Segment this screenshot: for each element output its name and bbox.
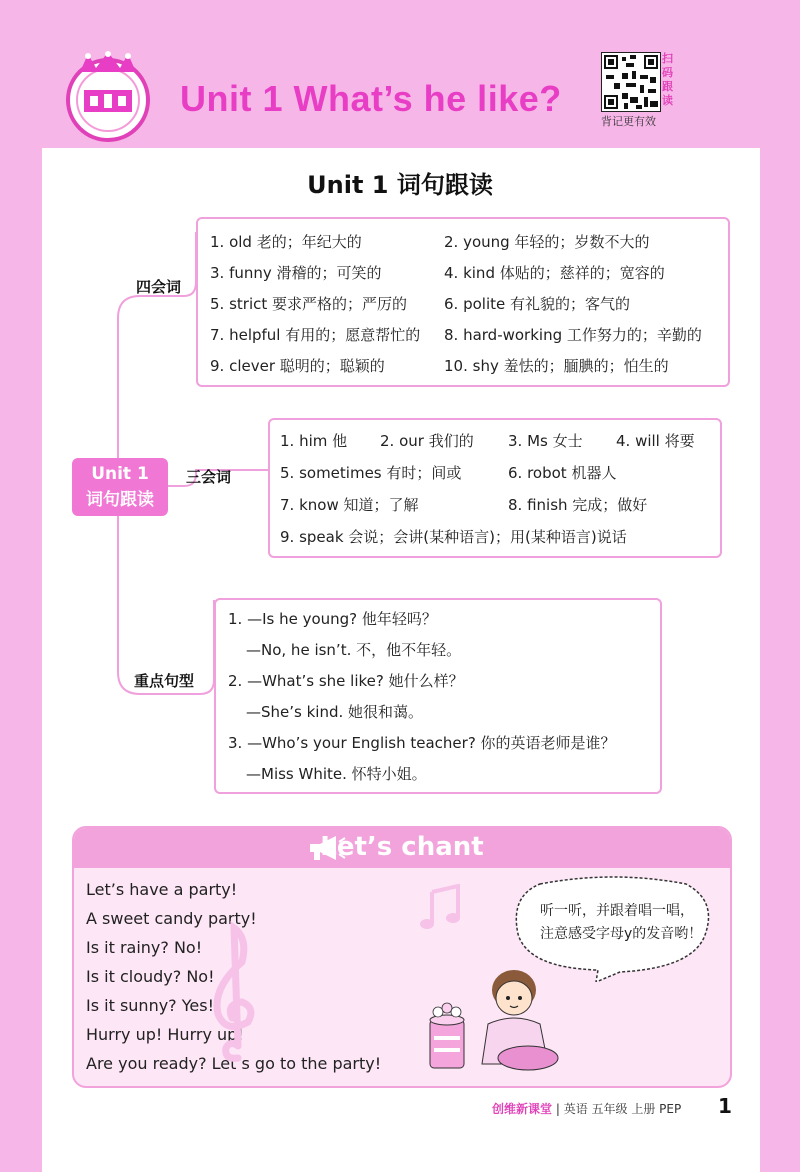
unit-title: Unit 1 What’s he like? [180, 78, 562, 119]
sentence-item: —Miss White. 怀特小姐。 [246, 765, 427, 783]
chant-section [72, 826, 732, 1088]
word-item: 2. young 年轻的；岁数不大的 [444, 233, 650, 251]
word-item: 9. clever 聪明的；聪颖的 [210, 357, 385, 375]
sentence-item: 2. —What’s she like? 她什么样？ [228, 672, 464, 690]
word-item: 3. funny 滑稽的；可笑的 [210, 264, 382, 282]
treble-clef-icon [204, 918, 264, 1068]
branch-label-four: 四会词 [136, 278, 182, 296]
word-item: 7. know 知道；了解 [280, 496, 419, 514]
sentence-item: 3. —Who’s your English teacher? 你的英语老师是谁？ [228, 734, 616, 752]
three-skill-words-box [268, 418, 722, 558]
word-item: 1. him 他 [280, 432, 348, 450]
word-item: 3. Ms 女士 [508, 432, 583, 450]
word-item: 4. kind 体贴的；慈祥的；宽容的 [444, 264, 665, 282]
chant-line: Hurry up! Hurry up! [86, 1025, 244, 1044]
footer-info: 英语 五年级 上册 PEP [563, 1102, 682, 1116]
word-item: 8. hard-working 工作努力的；辛勤的 [444, 326, 702, 344]
word-item: 1. old 老的；年纪大的 [210, 233, 362, 251]
footer-brand: 创维新课堂 [492, 1102, 553, 1116]
bubble-text: 听一听，并跟着唱一唱，注意感受字母y的发音哟！ [540, 903, 703, 942]
branch-label-three: 三会词 [186, 468, 232, 486]
word-item: 6. polite 有礼貌的；客气的 [444, 295, 630, 313]
word-item: 4. will 将要 [616, 432, 695, 450]
chant-line: Are you ready? Let’s go to the party! [86, 1054, 382, 1073]
chant-line: A sweet candy party! [86, 909, 257, 928]
word-item: 8. finish 完成；做好 [508, 496, 648, 514]
sentence-item: —She’s kind. 她很和蔼。 [246, 703, 424, 721]
qr-caption: 背记更有效 [601, 115, 656, 128]
center-node-line-1: Unit 1 [91, 464, 149, 484]
word-item: 9. speak 会说；会讲(某种语言)；用(某种语言)说话 [280, 528, 627, 546]
footer [492, 1100, 681, 1117]
word-item: 10. shy 羞怯的；腼腆的；怕生的 [444, 357, 669, 375]
chant-line: Is it sunny? Yes! [86, 996, 214, 1015]
chant-line: Is it rainy? No! [86, 938, 203, 957]
four-skill-words-box [196, 217, 730, 387]
chant-line: Is it cloudy? No! [86, 967, 215, 986]
word-item: 5. sometimes 有时；间或 [280, 464, 462, 482]
word-item: 2. our 我们的 [380, 432, 474, 450]
footer-separator: | [555, 1102, 560, 1116]
word-item: 7. helpful 有用的；愿意帮忙的 [210, 326, 421, 344]
center-node [72, 458, 168, 516]
word-item: 5. strict 要求严格的；严厉的 [210, 295, 408, 313]
branch-label-sentences: 重点句型 [134, 672, 195, 690]
page-number: 1 [718, 1094, 732, 1118]
music-note-icon [420, 884, 464, 930]
sentence-item: —No, he isn’t. 不，他不年轻。 [246, 641, 462, 659]
chant-title: Let’s chant [320, 832, 484, 862]
section-title: Unit 1 词句跟读 [307, 171, 493, 199]
chant-line: Let’s have a party! [86, 880, 238, 899]
sentence-item: 1. —Is he young? 他年轻吗？ [228, 610, 437, 628]
qr-side-label: 扫码跟读 [662, 52, 673, 107]
center-node-line-2: 词句跟读 [86, 490, 154, 510]
key-sentences-box [214, 598, 662, 794]
boy-candy-illustration-icon [416, 968, 566, 1080]
word-item: 6. robot 机器人 [508, 464, 617, 482]
